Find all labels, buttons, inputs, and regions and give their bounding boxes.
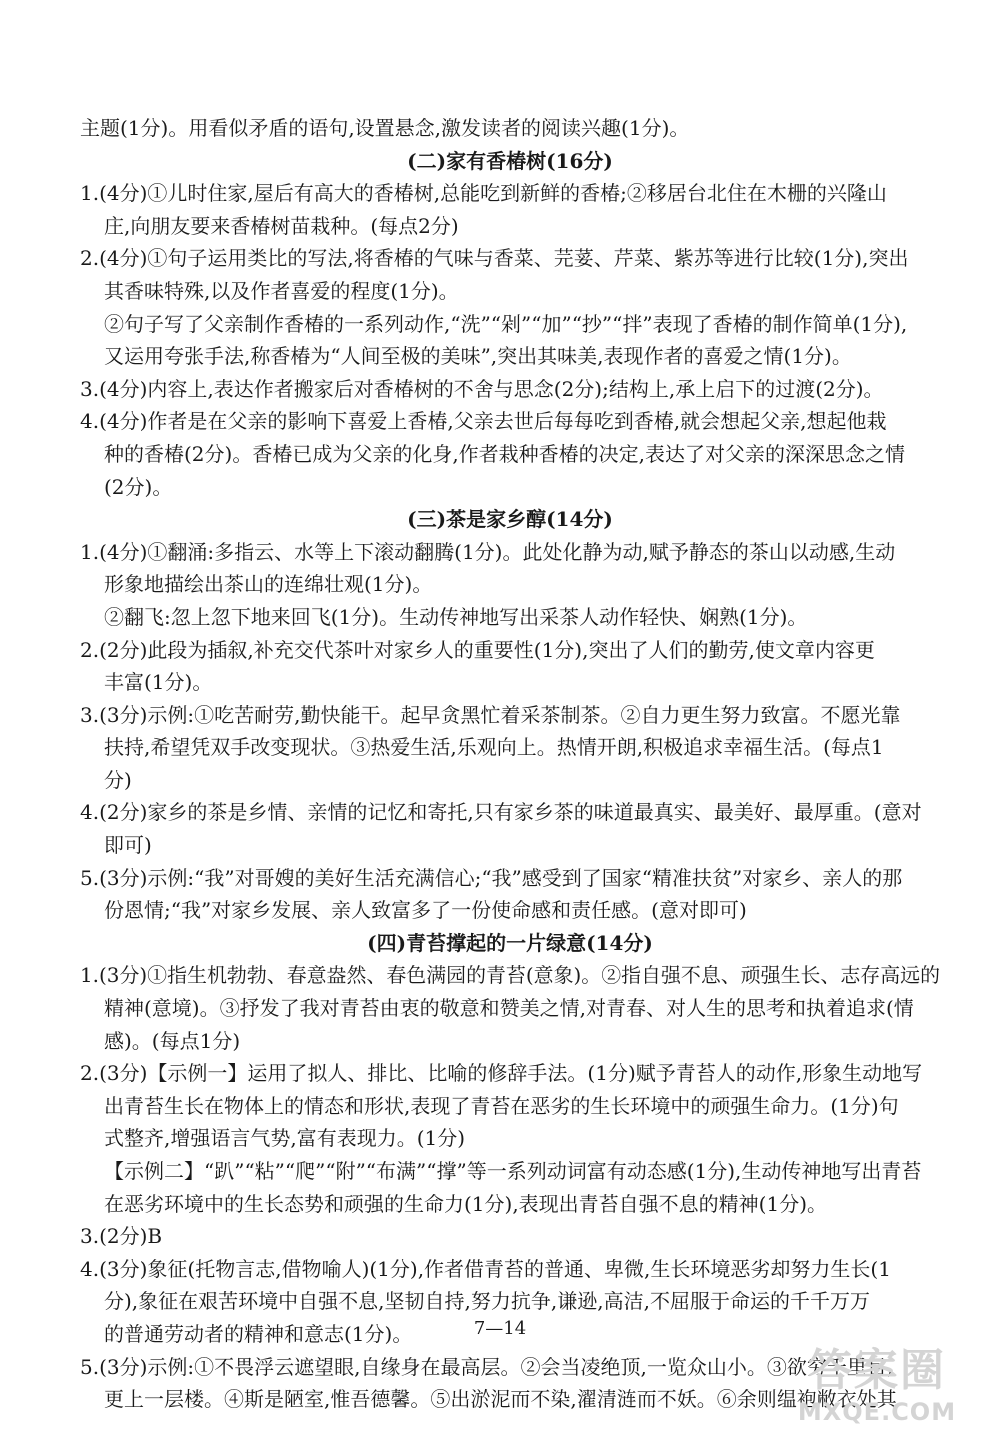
answer-continuation-line: 感)。(每点1分) [104,1028,241,1053]
answer-continuation-line: 丰富(1分)。 [104,670,213,695]
answer-item-line: 4.(4分)作者是在父亲的影响下喜爱上香椿,父亲去世后每每吃到香椿,就会想起父亲,想起他栽 [80,409,887,434]
answer-item-line: 2.(3分)【示例一】运用了拟人、排比、比喻的修辞手法。(1分)赋予青苔人的动作,形象生动地写 [80,1061,923,1086]
section-heading: (二)家有香椿树(16分) [407,148,613,173]
answer-continuation-line: 又运用夸张手法,称香椿为“人间至极的美味”,突出其味美,表现作者的喜爱之情(1分)。 [104,344,852,369]
page-number: 7—14 [473,1318,527,1339]
answer-continuation-line: 【示例二】“趴”“粘”“爬”“附”“布满”“撑”等一系列动词富有动态感(1分),生动传神地写出青苔 [104,1159,922,1183]
answer-item-line: 2.(2分)此段为插叙,补充交代茶叶对家乡人的重要性(1分),突出了人们的勤劳,使文章内容更 [80,637,875,662]
section-heading: (三)茶是家乡醇(14分) [407,507,613,532]
answer-continuation-line: ②翻飞:忽上忽下地来回飞(1分)。生动传神地写出采茶人动作轻快、娴熟(1分)。 [104,604,808,629]
answer-continuation-line: (2分)。 [104,474,173,499]
answer-continuation-line: 分) [104,767,132,792]
answer-continuation-line: 式整齐,增强语言气势,富有表现力。(1分) [104,1126,466,1151]
watermark-logo [782,1334,972,1426]
answer-item-line: 3.(4分)内容上,表达作者搬家后对香椿树的不舍与思念(2分);结构上,承上启下的过渡(2分)。 [80,376,884,401]
answer-continuation-line: 精神(意境)。③抒发了我对青苔由衷的敬意和赞美之情,对青春、对人生的思考和执着追求(情 [104,996,914,1021]
watermark-mark: 答案圈 [808,1345,946,1396]
answer-item-line: 3.(2分)B [80,1224,163,1249]
answer-item-line: 5.(3分)示例:①不畏浮云遮望眼,自缘身在最高层。②会当凌绝顶,一览众山小。③欲穷千里目, [80,1354,894,1379]
answer-item-line: 3.(3分)示例:①吃苦耐劳,勤快能干。起早贪黑忙着采茶制茶。②自力更生努力致富。不愿光靠 [80,702,901,727]
answer-continuation-line: ②句子写了父亲制作香椿的一系列动作,“洗”“剁”“加”“抄”“拌”表现了香椿的制作简单(1分), [104,311,908,336]
answer-item-line: 4.(2分)家乡的茶是乡情、亲情的记忆和寄托,只有家乡茶的味道最真实、最美好、最厚重。(意对 [80,800,922,825]
answer-item-line: 1.(4分)①儿时住家,屋后有高大的香椿树,总能吃到新鲜的香椿;②移居台北住在木栅的兴隆山 [80,181,887,206]
answer-text-block [80,112,940,1416]
answer-continuation-line: 种的香椿(2分)。香椿已成为父亲的化身,作者栽种香椿的决定,表达了对父亲的深深思念之情 [104,441,906,466]
answer-continuation-line: 分),象征在艰苦环境中自强不息,坚韧自持,努力抗争,谦逊,高洁,不屈服于命运的千千万万 [104,1289,870,1314]
watermark-domain: MXQE.COM [797,1398,957,1426]
answer-continuation-line: 形象地描绘出茶山的连绵壮观(1分)。 [104,572,433,597]
answer-continuation-line: 扶持,希望凭双手改变现状。③热爱生活,乐观向上。热情开朗,积极追求幸福生活。(每点1 [104,735,884,760]
answer-continuation-line: 更上一层楼。④斯是陋室,惟吾德馨。⑤出淤泥而不染,濯清涟而不妖。⑥余则缊袍敝衣处其 [104,1387,897,1412]
answer-continuation-line: 出青苔生长在物体上的情态和形状,表现了青苔在恶劣的生长环境中的顽强生命力。(1分)句 [104,1093,899,1118]
answer-item-line: 1.(3分)①指生机勃勃、春意盎然、春色满园的青苔(意象)。②指自强不息、顽强生长、志存高远的 [80,963,940,988]
section-heading: (四)青苔撑起的一片绿意(14分) [367,930,653,955]
answer-continuation-line: 主题(1分)。用看似矛盾的语句,设置悬念,激发读者的阅读兴趣(1分)。 [80,116,690,140]
answer-continuation-line: 在恶劣环境中的生长态势和顽强的生命力(1分),表现出青苔自强不息的精神(1分)。 [104,1191,828,1216]
answer-item-line: 5.(3分)示例:“我”对哥嫂的美好生活充满信心;“我”感受到了国家“精准扶贫”对家乡、亲人的那 [80,865,903,890]
answer-continuation-line: 份恩情;“我”对家乡发展、亲人致富多了一份使命感和责任感。(意对即可) [104,898,747,923]
answer-item-line: 1.(4分)①翻涌:多指云、水等上下滚动翻腾(1分)。此处化静为动,赋予静态的茶山以动感,生动 [80,539,896,564]
answer-continuation-line: 庄,向朋友要来香椿树苗栽种。(每点2分) [104,213,459,238]
answer-continuation-line: 其香味特殊,以及作者喜爱的程度(1分)。 [104,278,459,303]
answer-continuation-line: 的普通劳动者的精神和意志(1分)。 [104,1321,413,1346]
answer-item-line: 4.(3分)象征(托物言志,借物喻人)(1分),作者借青苔的普通、卑微,生长环境恶劣却努力生长(1 [80,1256,891,1281]
answer-item-line: 2.(4分)①句子运用类比的写法,将香椿的气味与香菜、芫荽、芹菜、紫苏等进行比较(1分),突出 [80,246,909,271]
answer-continuation-line: 即可) [104,833,152,858]
